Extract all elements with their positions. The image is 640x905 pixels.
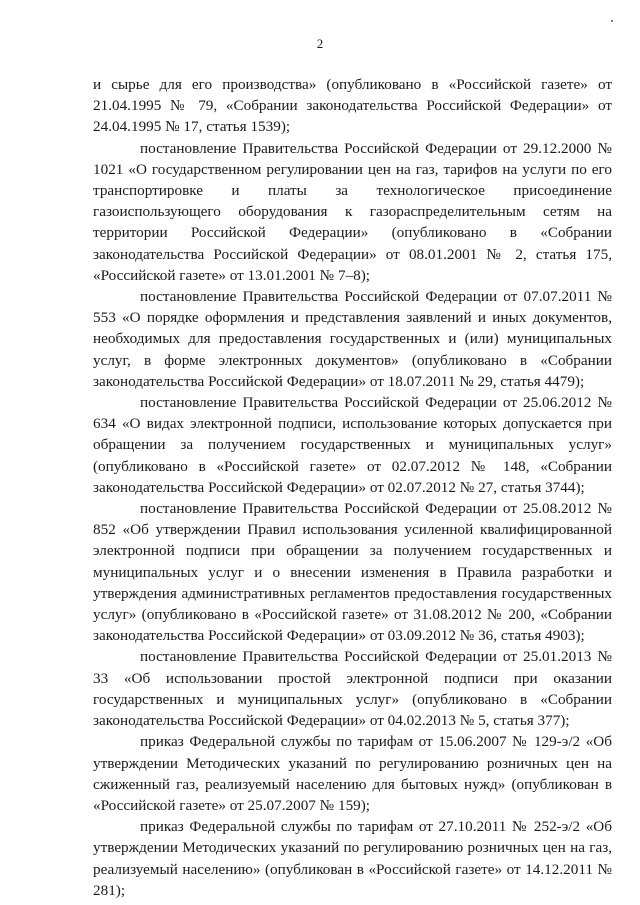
paragraph-order-129: приказ Федеральной службы по тарифам от 15.06.2007 № 129-э/2 «Об утверждении Методических указаний по регулированию розничных цен на сжиженный газ, реализуемый населению для бытовых нужд» (опубликован в «Российской газете» от 25.07.2007 № 159);: [93, 733, 612, 814]
page-number: 2: [316, 36, 324, 51]
paragraph-resolution-33: постановление Правительства Российской Федерации от 25.01.2013 № 33 «Об использовании простой электронной подписи при оказании государственных и муниципальных услуг» (опубликовано в «Собрании законодательства Российской Федерации» от 04.02.2013 № 5, статья 377);: [93, 648, 612, 730]
paragraph-resolution-852: постановление Правительства Российской Федерации от 25.08.2012 № 852 «Об утверждении Правил использования усиленной квалифицированной электронной подписи при обращении за получением государственных и муниципальных услуг и о внесении изменения в Правила разработки и утверждения административных регламентов предоставления государственных услуг» (опубликовано в «Российской газете» от 31.08.2012 № 200, «Собрании законодательства Российской Федерации» от 03.09.2012 № 36, статья 4903);: [93, 500, 612, 645]
paragraph-resolution-1021: постановление Правительства Российской Федерации от 29.12.2000 № 1021 «О государственном регулировании цен на газ, тарифов на услуги по его транспортировке и платы за технологическое присоединение газоиспользующего оборудования к газораспределительным сетям на территории Российской Федерации» (опубликовано в «Собрании законодательства Российской Федерации» от 08.01.2001 № 2, статья 175, «Российской газете» от 13.01.2001 № 7–8);: [93, 139, 612, 284]
scan-speck: [611, 20, 613, 22]
paragraph-continuation: и сырье для его производства» (опубликовано в «Российской газете» от 21.04.1995 № 79, «Собрании законодательства Российской Федерации» от 24.04.1995 № 17, статья 1539);: [93, 76, 612, 136]
paragraph-resolution-553: постановление Правительства Российской Федерации от 07.07.2011 № 553 «О порядке оформления и представления заявлений и иных документов, необходимых для предоставления государственных и (или) муниципальных услуг, в форме электронных документов» (опубликовано в «Собрании законодательства Российской Федерации» от 18.07.2011 № 29, статья 4479);: [93, 288, 612, 390]
paragraph-order-252: приказ Федеральной службы по тарифам от 27.10.2011 № 252-э/2 «Об утверждении Методических указаний по регулированию розничных цен на газ, реализуемый населению» (опубликован в «Российской газете» от 14.12.2011 № 281);: [93, 818, 612, 899]
document-body: [93, 74, 612, 901]
paragraph-resolution-634: постановление Правительства Российской Федерации от 25.06.2012 № 634 «О видах электронной подписи, использование которых допускается при обращении за получением государственных и муниципальных услуг» (опубликовано в «Российской газете» от 02.07.2012 № 148, «Собрании законодательства Российской Федерации» от 02.07.2012 № 27, статья 3744);: [93, 394, 612, 496]
